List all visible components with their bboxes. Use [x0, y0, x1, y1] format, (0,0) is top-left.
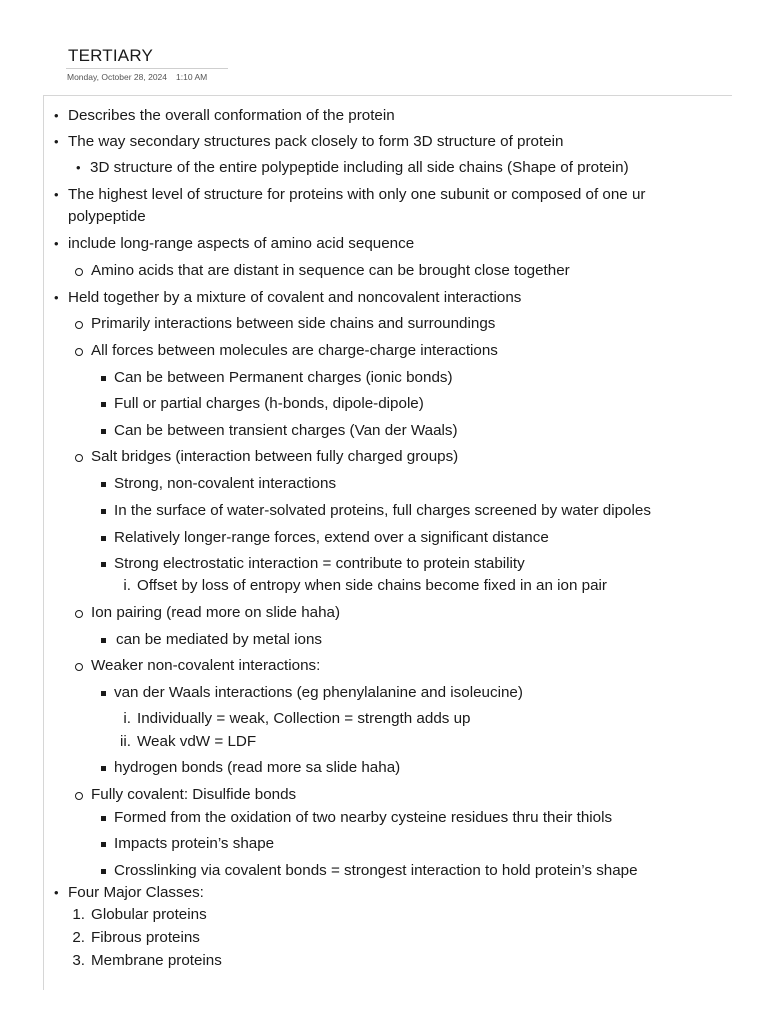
list-item-text: Strong electrostatic interaction = contribute to protein stability	[114, 555, 525, 572]
list-item-text: Can be between transient charges (Van der Waals)	[114, 422, 458, 439]
bullet-disc-icon: •	[54, 290, 59, 305]
list-item-text: include long-range aspects of amino acid sequence	[68, 235, 415, 252]
list-item-text: Four Major Classes:	[68, 884, 204, 901]
list-item-text: can be mediated by metal ions	[116, 631, 322, 648]
bullet-square-icon	[101, 376, 106, 381]
list-item-text: Primarily interactions between side chains and surroundings	[91, 315, 496, 332]
bullet-square-icon	[101, 562, 106, 567]
bullet-square-icon	[101, 509, 106, 514]
note-time: 1:10 AM	[176, 72, 208, 82]
list-number: 2.	[72, 929, 85, 946]
title-divider	[66, 68, 228, 69]
list-item-text: Weak vdW = LDF	[137, 733, 257, 750]
list-item-text: Crosslinking via covalent bonds = strongest interaction to hold protein’s shape	[114, 862, 638, 879]
bullet-circle-icon	[75, 454, 83, 462]
bullet-disc-icon: •	[76, 160, 81, 175]
bullet-square-icon	[101, 869, 106, 874]
bullet-disc-icon: •	[54, 134, 59, 149]
list-item-text: Amino acids that are distant in sequence can be brought close together	[91, 262, 570, 279]
list-item-text: hydrogen bonds (read more sa slide haha)	[114, 759, 401, 776]
bullet-disc-icon: •	[54, 108, 59, 123]
list-number: 3.	[72, 952, 85, 969]
bullet-square-icon	[101, 638, 106, 643]
bullet-square-icon	[101, 536, 106, 541]
list-number: i.	[123, 577, 131, 594]
bullet-circle-icon	[75, 792, 83, 800]
list-item-text: All forces between molecules are charge-charge interactions	[91, 342, 498, 359]
bullet-circle-icon	[75, 610, 83, 618]
note-date: Monday, October 28, 2024	[67, 72, 168, 82]
list-item-text: Formed from the oxidation of two nearby cysteine residues thru their thiols	[114, 809, 613, 826]
list-item-text: Strong, non-covalent interactions	[114, 475, 337, 492]
bullet-square-icon	[101, 816, 106, 821]
list-item-text: Fully covalent: Disulfide bonds	[91, 786, 297, 803]
note-body[interactable]	[44, 96, 768, 1024]
list-item-text: In the surface of water-solvated proteins, full charges screened by water dipoles	[114, 502, 651, 519]
page-title: TERTIARY	[68, 46, 154, 65]
bullet-square-icon	[101, 402, 106, 407]
note-timestamp	[67, 72, 216, 82]
bullet-disc-icon: •	[54, 885, 59, 900]
list-item-text: Globular proteins	[91, 906, 207, 923]
list-item-text: The highest level of structure for proteins with only one subunit or composed of one ur	[68, 186, 646, 203]
list-item-text: Weaker non-covalent interactions:	[91, 657, 321, 674]
list-item-text: The way secondary structures pack closely to form 3D structure of protein	[68, 133, 564, 150]
bullet-circle-icon	[75, 268, 83, 276]
list-item-text: Full or partial charges (h-bonds, dipole-dipole)	[114, 395, 424, 412]
list-item-text: Individually = weak, Collection = strength adds up	[137, 710, 471, 727]
bullet-circle-icon	[75, 321, 83, 329]
bullet-square-icon	[101, 482, 106, 487]
list-item-text: Offset by loss of entropy when side chains become fixed in an ion pair	[137, 577, 607, 594]
bullet-disc-icon: •	[54, 236, 59, 251]
list-item-text: 3D structure of the entire polypeptide including all side chains (Shape of protein)	[90, 159, 629, 176]
list-item-text: Ion pairing (read more on slide haha)	[91, 604, 341, 621]
list-item-text: van der Waals interactions (eg phenylalanine and isoleucine)	[114, 684, 523, 701]
list-item-text: Describes the overall conformation of the protein	[68, 107, 395, 124]
list-item-text: Membrane proteins	[91, 952, 222, 969]
list-item-text: Salt bridges (interaction between fully charged groups)	[91, 448, 459, 465]
list-number: 1.	[72, 906, 85, 923]
bullet-circle-icon	[75, 663, 83, 671]
bullet-circle-icon	[75, 348, 83, 356]
list-item-text: Fibrous proteins	[91, 929, 200, 946]
bullet-square-icon	[101, 691, 106, 696]
list-item-text: Relatively longer-range forces, extend over a significant distance	[114, 529, 549, 546]
bullet-disc-icon: •	[54, 187, 59, 202]
bullet-square-icon	[101, 429, 106, 434]
bullet-square-icon	[101, 766, 106, 771]
list-number: ii.	[120, 733, 131, 750]
list-item-text: Impacts protein’s shape	[114, 835, 275, 852]
list-item-text: polypeptide	[68, 208, 146, 225]
list-item-text: Held together by a mixture of covalent and noncovalent interactions	[68, 289, 522, 306]
bullet-square-icon	[101, 842, 106, 847]
list-number: i.	[123, 710, 131, 727]
list-item-text: Can be between Permanent charges (ionic bonds)	[114, 369, 453, 386]
